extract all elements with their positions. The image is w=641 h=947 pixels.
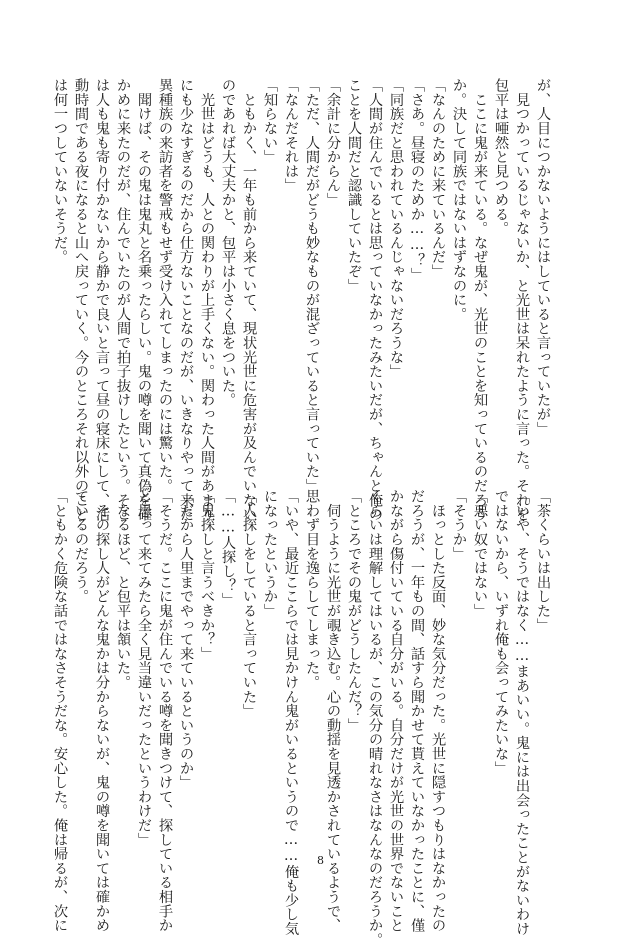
text-line: 光世はどうも、人との関わりが上手くない。関わった人間があまり bbox=[199, 78, 215, 522]
text-line: 異種族の来訪者を警戒もせず受け入れてしまったのには驚いた。 bbox=[157, 78, 173, 493]
text-line: ともかく、一年も前から来ていて、現状光世に危害が及んでいない bbox=[241, 78, 257, 522]
text-line: 「そうだ。ここに鬼が住んでいる噂を聞きつけて、探している相手か bbox=[157, 489, 173, 933]
text-line: ここに鬼が来ている。なぜ鬼が、光世のことを知っているのだろう bbox=[472, 78, 488, 522]
text-line: か。決して同族ではないはずなのに。 bbox=[451, 78, 467, 322]
text-line: だろうが、一年もの間、話すら聞かせて貰えていなかったことに、僅 bbox=[409, 489, 425, 933]
text-line: 「……人探し？」 bbox=[220, 489, 236, 607]
text-line: 「ただ、人間だがどうも妙なものが混ざっていると言っていた」 bbox=[304, 78, 320, 493]
text-line: 「ところでその鬼がどうしたんだ？」 bbox=[346, 489, 362, 733]
text-line: 「さあ。昼寝のためか……？」 bbox=[409, 78, 425, 282]
text-line: は何一つしていないそうだ。 bbox=[52, 78, 68, 264]
text-line: 包平は唖然と見つめる。 bbox=[493, 78, 509, 236]
text-line: なるほど、と包平は頷いた。 bbox=[115, 489, 131, 690]
text-line: 「いや、最近ここらでは見かけん鬼がいるというので……俺も少し気 bbox=[283, 489, 299, 936]
text-line: にも少なすぎるのだから仕方ないことなのだが、いきなりやって来た bbox=[178, 78, 194, 522]
text-line: のであれば大丈夫かと、包平は小さく息をついた。 bbox=[220, 78, 236, 407]
text-line: 「なんだそれは」 bbox=[283, 78, 299, 193]
upper-text-block bbox=[52, 78, 553, 522]
text-line: 「そうか」 bbox=[451, 489, 467, 561]
text-line: 見つかっているじゃないか、と光世は呆れたように言った。それを bbox=[514, 78, 530, 522]
text-line: ことを人間だと認識していたぞ」 bbox=[346, 78, 362, 293]
text-line: 「なんのために来ているんだ」 bbox=[430, 78, 446, 279]
text-line: 「ともかく危険な話ではなさそうだな。安心した。俺は帰るが、次に bbox=[52, 489, 68, 933]
text-line: と思って来てみたら全く見当違いだったというわけだ」 bbox=[136, 489, 152, 847]
text-line: 「同族だと思われているんじゃないだろうな」 bbox=[388, 78, 404, 379]
text-line: になったというか」 bbox=[262, 489, 278, 618]
text-line: 動時間である夜になると山へ戻っていく。今のところそれ以外のこと bbox=[73, 78, 89, 522]
lower-text-block bbox=[52, 489, 553, 947]
text-line: が、人目につかないようにはしていると言っていたが」 bbox=[535, 78, 551, 436]
text-line: ているのだろう。 bbox=[73, 489, 89, 604]
page-number: 8 bbox=[317, 854, 324, 867]
text-line: 「茶くらいは出した」 bbox=[535, 489, 551, 632]
text-line: 「だから人里までやって来ているというのか」 bbox=[178, 489, 194, 790]
text-line: その探し人がどんな鬼かは分からないが、鬼の噂を聞いては確かめ bbox=[94, 489, 110, 933]
text-line: ではないから、いずれ俺も会ってみたいな」 bbox=[493, 489, 509, 775]
text-line: くらいは理解してはいるが、この気分の晴れなさはなんなのだろうか。 bbox=[367, 489, 383, 947]
text-line: かめに来たのだが、住んでいたのが人間で拍子抜けしたという。そこ bbox=[115, 78, 131, 522]
text-line: は人も鬼も寄り付かないから静かで良いと言って昼の寝床にして、活 bbox=[94, 78, 110, 522]
text-line: 「知らない」 bbox=[262, 78, 278, 164]
text-line: 「人探しをしていると言っていた」 bbox=[241, 489, 257, 718]
text-line: ほっとした反面、妙な気分だった。光世に隠すつもりはなかったの bbox=[430, 489, 446, 933]
text-line: 思わず目を逸らしてしまった。 bbox=[304, 489, 320, 690]
text-line: 「鬼探しと言うべきか？」 bbox=[199, 489, 215, 661]
text-line: 「人間が住んでいるとは思っていなかったみたいだが、ちゃんと俺の bbox=[367, 78, 383, 522]
text-line: かながら傷付いている自分がいる。自分だけが光世の世界でないこと bbox=[388, 489, 404, 933]
text-line: 聞けば、その鬼は鬼丸と名乗ったらしい。鬼の噂を聞いて真偽を確 bbox=[136, 78, 152, 522]
text-line: 「悪い奴ではない」 bbox=[472, 489, 488, 618]
text-line: 伺うように光世が覗き込む。心の動揺を見透かされているようで、 bbox=[325, 489, 341, 933]
text-line: 「余計に分からん」 bbox=[325, 78, 341, 207]
text-line: 「いや、そうではなく……まあいい。鬼には出会ったことがないわけ bbox=[514, 489, 530, 936]
